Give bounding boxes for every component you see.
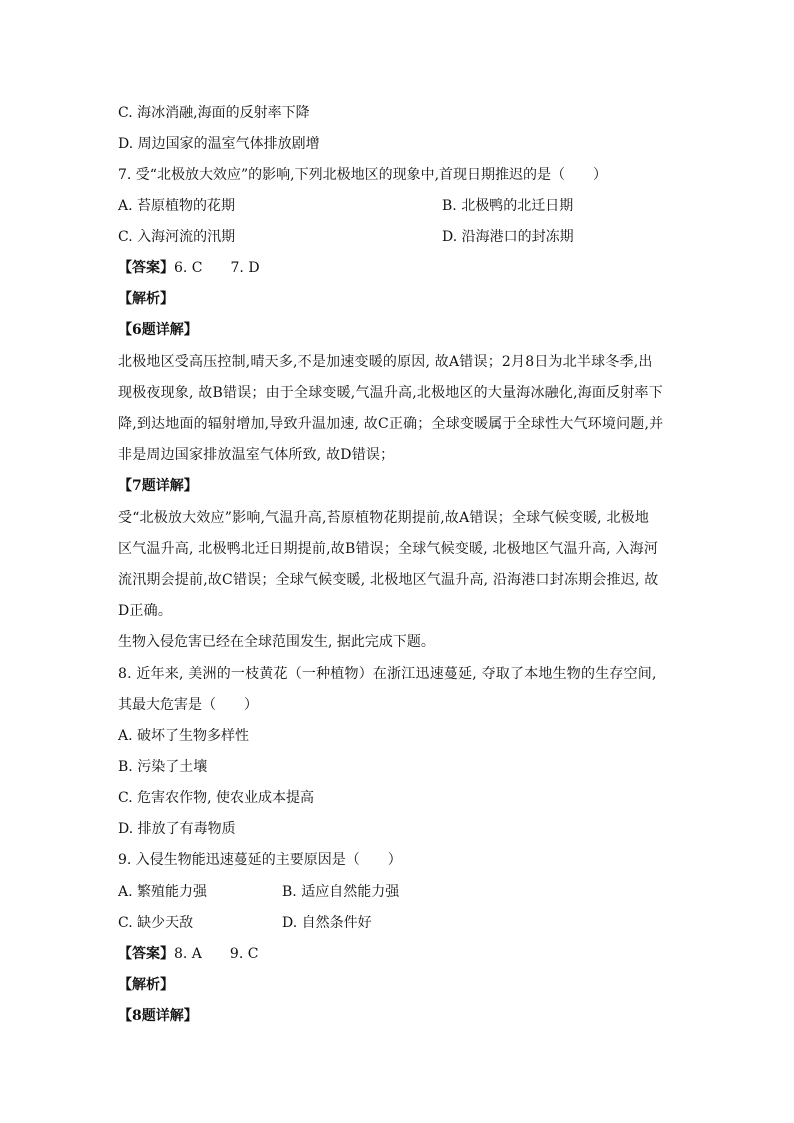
q9-option-d: D. 自然条件好 bbox=[282, 915, 372, 931]
q7-option-d: D. 沿海港口的封冻期 bbox=[442, 229, 574, 245]
q8-stem-line-1: 8. 近年来, 美洲的一枝黄花（一种植物）在浙江迅速蔓延, 夺取了本地生物的生存空间, bbox=[118, 666, 657, 682]
detail-8-heading: 【8题详解】 bbox=[118, 1008, 198, 1024]
detail-6-line: 降,到达地面的辐射增加,导致升温加速, 故C正确；全球变暖属于全球性大气环境问题,并 bbox=[118, 416, 664, 432]
q9-option-c: C. 缺少天敌 bbox=[118, 915, 194, 931]
q8-option-c: C. 危害农作物, 使农业成本提高 bbox=[118, 790, 315, 806]
detail-7-line: 区气温升高, 北极鸭北迁日期提前,故B错误；全球气候变暖, 北极地区气温升高, 入海河 bbox=[118, 541, 659, 557]
detail-6-line: 北极地区受高压控制,晴天多,不是加速变暖的原因, 故A错误；2月8日为北半球冬季,出 bbox=[118, 354, 653, 370]
analysis-heading-1: 【解析】 bbox=[118, 291, 174, 307]
detail-6-line: 现极夜现象, 故B错误；由于全球变暖,气温升高,北极地区的大量海冰融化,海面反射率下 bbox=[118, 385, 663, 401]
q6-option-d: D. 周边国家的温室气体排放剧增 bbox=[118, 136, 320, 152]
answer-text: 6. C 7. D bbox=[174, 260, 260, 276]
detail-7-heading: 【7题详解】 bbox=[118, 478, 198, 494]
detail-7-line: 受“北极放大效应”影响,气温升高,苔原植物花期提前,故A错误；全球气候变暖, 北极地 bbox=[118, 510, 650, 526]
q8-option-d: D. 排放了有毒物质 bbox=[118, 821, 236, 837]
answer-text: 8. A 9. C bbox=[174, 946, 259, 962]
answer-label: 【答案】 bbox=[118, 946, 174, 962]
section-intro: 生物入侵危害已经在全球范围发生, 据此完成下题。 bbox=[118, 634, 435, 650]
detail-7-line: 流汛期会提前,故C错误；全球气候变暖, 北极地区气温升高, 沿海港口封冻期会推迟, 故 bbox=[118, 572, 659, 588]
q6-option-c: C. 海冰消融,海面的反射率下降 bbox=[118, 105, 310, 121]
q8-option-b: B. 污染了土壤 bbox=[118, 759, 208, 775]
detail-7-line: D正确。 bbox=[118, 603, 173, 619]
detail-6-line: 非是周边国家排放温室气体所致, 故D错误； bbox=[118, 447, 395, 463]
q7-option-a: A. 苔原植物的花期 bbox=[118, 198, 236, 214]
detail-6-heading: 【6题详解】 bbox=[118, 322, 198, 338]
answer-label: 【答案】 bbox=[118, 260, 174, 276]
answer-line-1 bbox=[118, 258, 260, 278]
q8-option-a: A. 破坏了生物多样性 bbox=[118, 728, 250, 744]
q8-stem-line-2: 其最大危害是（ ） bbox=[118, 697, 258, 713]
q7-option-b: B. 北极鸭的北迁日期 bbox=[442, 198, 574, 214]
q9-option-a: A. 繁殖能力强 bbox=[118, 884, 208, 900]
q7-option-c: C. 入海河流的汛期 bbox=[118, 229, 236, 245]
q9-stem: 9. 入侵生物能迅速蔓延的主要原因是（ ） bbox=[118, 852, 402, 868]
analysis-heading-2: 【解析】 bbox=[118, 977, 174, 993]
answer-line-2 bbox=[118, 944, 258, 964]
q9-option-b: B. 适应自然能力强 bbox=[282, 884, 400, 900]
q7-stem: 7. 受“北极放大效应”的影响,下列北极地区的现象中,首现日期推迟的是（ ） bbox=[118, 167, 608, 183]
